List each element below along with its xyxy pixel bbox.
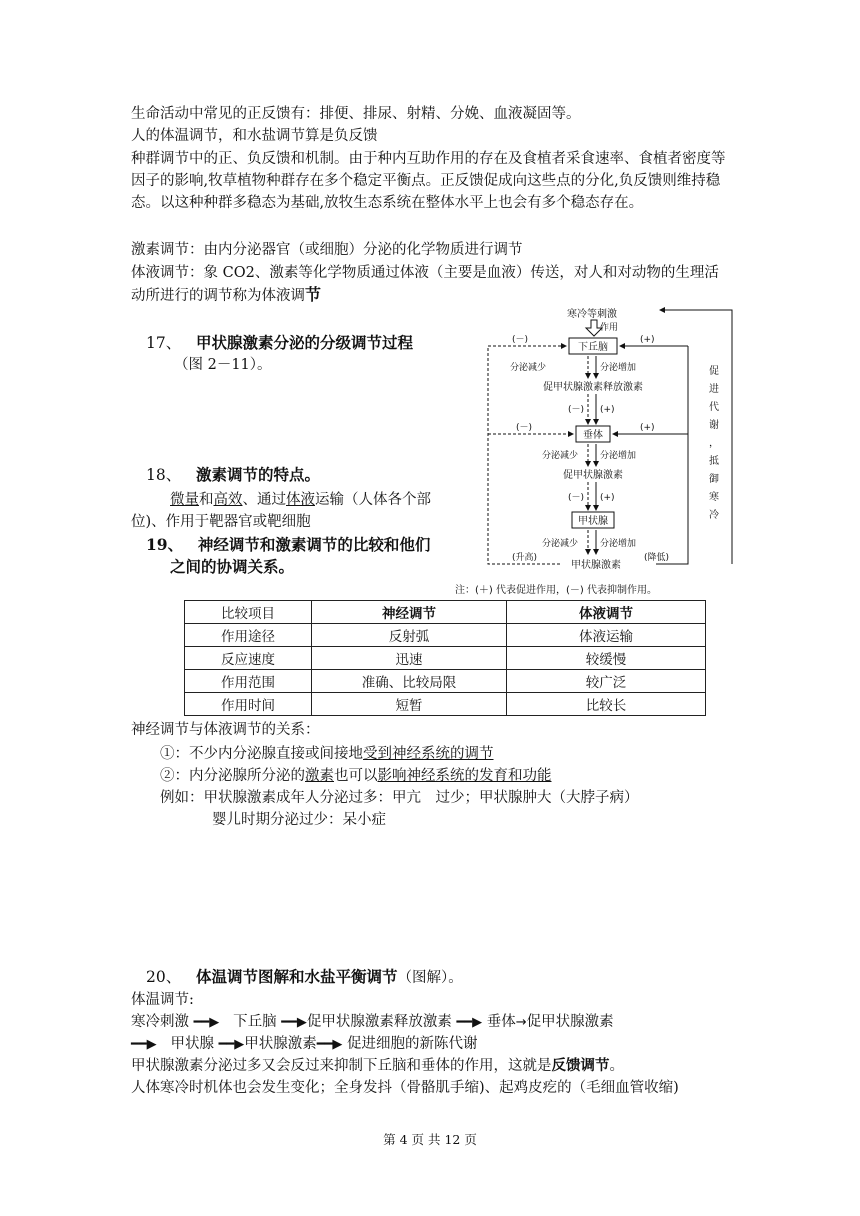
section-17-heading: 17、 甲状腺激素分泌的分级调节过程 <box>146 333 414 352</box>
temp-title: 体温调节: <box>131 992 194 1008</box>
diagram-side-7: 寒 <box>709 492 719 503</box>
diagram-pituitary: 垂体 <box>583 430 603 441</box>
table-row <box>185 647 706 670</box>
diagram-trh: 促甲状腺激素释放激素 <box>543 382 643 393</box>
temp-line-3: 甲状腺激素分泌过多又会反过来抑制下丘脑和垂体的作用，这就是反馈调节。 <box>131 1057 624 1074</box>
table-header: 神经调节 <box>312 601 507 624</box>
table-cell: 短暂 <box>312 693 507 716</box>
relationship-example-1: 例如：甲状腺激素成年人分泌过多：甲亢 过少；甲状腺肿大（大脖子病） <box>160 790 639 806</box>
diagram-stimulus: 寒冷等刺激 <box>567 309 617 320</box>
comparison-table <box>184 600 706 716</box>
para-humoral-regulation: 体液调节：象 CO2、激素等化学物质通过体液（主要是血液）传送，对人和对动物的生理活动所进行的调节称为体液调节 <box>131 265 719 304</box>
diagram-rise: (升高) <box>512 553 538 563</box>
diagram-side-5: 抵 <box>709 456 719 467</box>
diagram-neg-1: (－) <box>567 405 584 415</box>
diagram-hypothalamus: 下丘脑 <box>578 342 608 353</box>
table-cell: 准确、比较局限 <box>312 670 507 693</box>
diagram-neg-top: (－) <box>512 335 529 345</box>
table-cell: 作用时间 <box>185 693 312 716</box>
table-cell: 反射弧 <box>312 624 507 647</box>
table-cell: 反应速度 <box>185 647 312 670</box>
diagram-neg-2: (－) <box>567 493 584 503</box>
diagram-inc-2: 分泌增加 <box>600 451 637 461</box>
relationship-example-2: 婴儿时期分泌过少：呆小症 <box>212 812 386 828</box>
diagram-side-0: 促 <box>709 366 719 377</box>
relationship-title: 神经调节与体液调节的关系： <box>131 722 320 738</box>
section-18-heading: 18、 激素调节的特点。 <box>146 465 321 484</box>
thyroid-regulation-diagram <box>455 300 750 600</box>
table-cell: 较广泛 <box>507 670 706 693</box>
diagram-side-6: 御 <box>709 474 719 485</box>
diagram-neg-mid: (－) <box>516 423 533 433</box>
table-cell: 作用途径 <box>185 624 312 647</box>
table-cell: 较缓慢 <box>507 647 706 670</box>
diagram-thyroid: 甲状腺 <box>578 516 608 527</box>
diagram-effect: 作用 <box>600 323 619 333</box>
table-cell: 体液运输 <box>507 624 706 647</box>
diagram-pos-mid: (+) <box>640 423 655 433</box>
table-header: 比较项目 <box>185 601 312 624</box>
diagram-pos-2: (+) <box>600 493 615 503</box>
table-row <box>185 670 706 693</box>
temp-line-2: ━━▶ 甲状腺 ━━▶甲状腺激素━━▶ 促进细胞的新陈代谢 <box>131 1036 478 1052</box>
diagram-side-2: 代 <box>709 402 719 413</box>
diagram-tsh: 促甲状腺激素 <box>563 470 623 481</box>
table-row <box>185 693 706 716</box>
table-header: 体液调节 <box>507 601 706 624</box>
section-18-line1: 微量和高效、通过体液运输（人体各个部 <box>170 492 431 508</box>
diagram-dec-2: 分泌减少 <box>541 451 578 461</box>
table-cell: 作用范围 <box>185 670 312 693</box>
diagram-side-8: 冷 <box>709 510 719 521</box>
diagram-pos-top: (+) <box>640 335 655 345</box>
section-19-heading-line2: 之间的协调关系。 <box>170 557 295 576</box>
relationship-item-1: ①：不少内分泌腺直接或间接地受到神经系统的调节 <box>160 746 494 762</box>
diagram-th: 甲状腺激素 <box>571 560 621 571</box>
diagram-side-1: 进 <box>709 384 719 395</box>
temp-line-4: 人体寒冷时机体也会发生变化；全身发抖（骨骼肌手缩)、起鸡皮疙的（毛细血管收缩) <box>131 1080 679 1096</box>
relationship-item-2: ②：内分泌腺所分泌的激素也可以影响神经系统的发育和功能 <box>160 768 552 784</box>
table-cell: 迅速 <box>312 647 507 670</box>
diagram-dec-3: 分泌减少 <box>541 539 578 549</box>
para-hormone-regulation: 激素调节：由内分泌器官（或细胞）分泌的化学物质进行调节 <box>131 242 523 258</box>
diagram-side-4: ， <box>709 438 719 449</box>
para-negative-feedback: 人的体温调节，和水盐调节算是负反馈 <box>131 128 378 144</box>
diagram-inc-3: 分泌增加 <box>600 539 637 549</box>
section-20-heading: 20、 体温调节图解和水盐平衡调节（图解）。 <box>146 967 463 986</box>
para-population-regulation: 种群调节中的正、负反馈和机制。由于种内互助作用的存在及食植者采食速率、食植者密度等因子的影响,牧草植物种群存在多个稳定平衡点。正反馈促成向这些点的分化,负反馈则维持稳态。以这种种群多稳态为基础,放牧生态系统在整体水平上也会有多个稳态存在。 <box>131 151 726 211</box>
para-positive-feedback: 生命活动中常见的正反馈有：排便、排尿、射精、分娩、血液凝固等。 <box>131 106 581 122</box>
diagram-inc-1: 分泌增加 <box>600 363 637 373</box>
temp-line-1: 寒冷刺激 ━━▶ 下丘脑 ━━▶促甲状腺激素释放激素 ━━▶ 垂体→促甲状腺激素 <box>131 1014 614 1030</box>
page-footer: 第 4 页 共 12 页 <box>383 1132 477 1147</box>
section-19-heading: 19、 神经调节和激素调节的比较和他们 <box>146 535 431 554</box>
diagram-side-3: 谢 <box>709 420 719 431</box>
diagram-fall: (降低) <box>644 553 670 563</box>
diagram-dec-1: 分泌减少 <box>509 363 546 373</box>
table-row <box>185 624 706 647</box>
diagram-pos-1: (+) <box>600 405 615 415</box>
table-header-row <box>185 601 706 624</box>
section-17-figref: （图 2－11）。 <box>174 357 272 373</box>
diagram-note: 注：(＋) 代表促进作用，(－) 代表抑制作用。 <box>455 585 657 596</box>
section-18-line2: 位)、作用于靶器官或靶细胞 <box>131 514 311 530</box>
table-cell: 比较长 <box>507 693 706 716</box>
